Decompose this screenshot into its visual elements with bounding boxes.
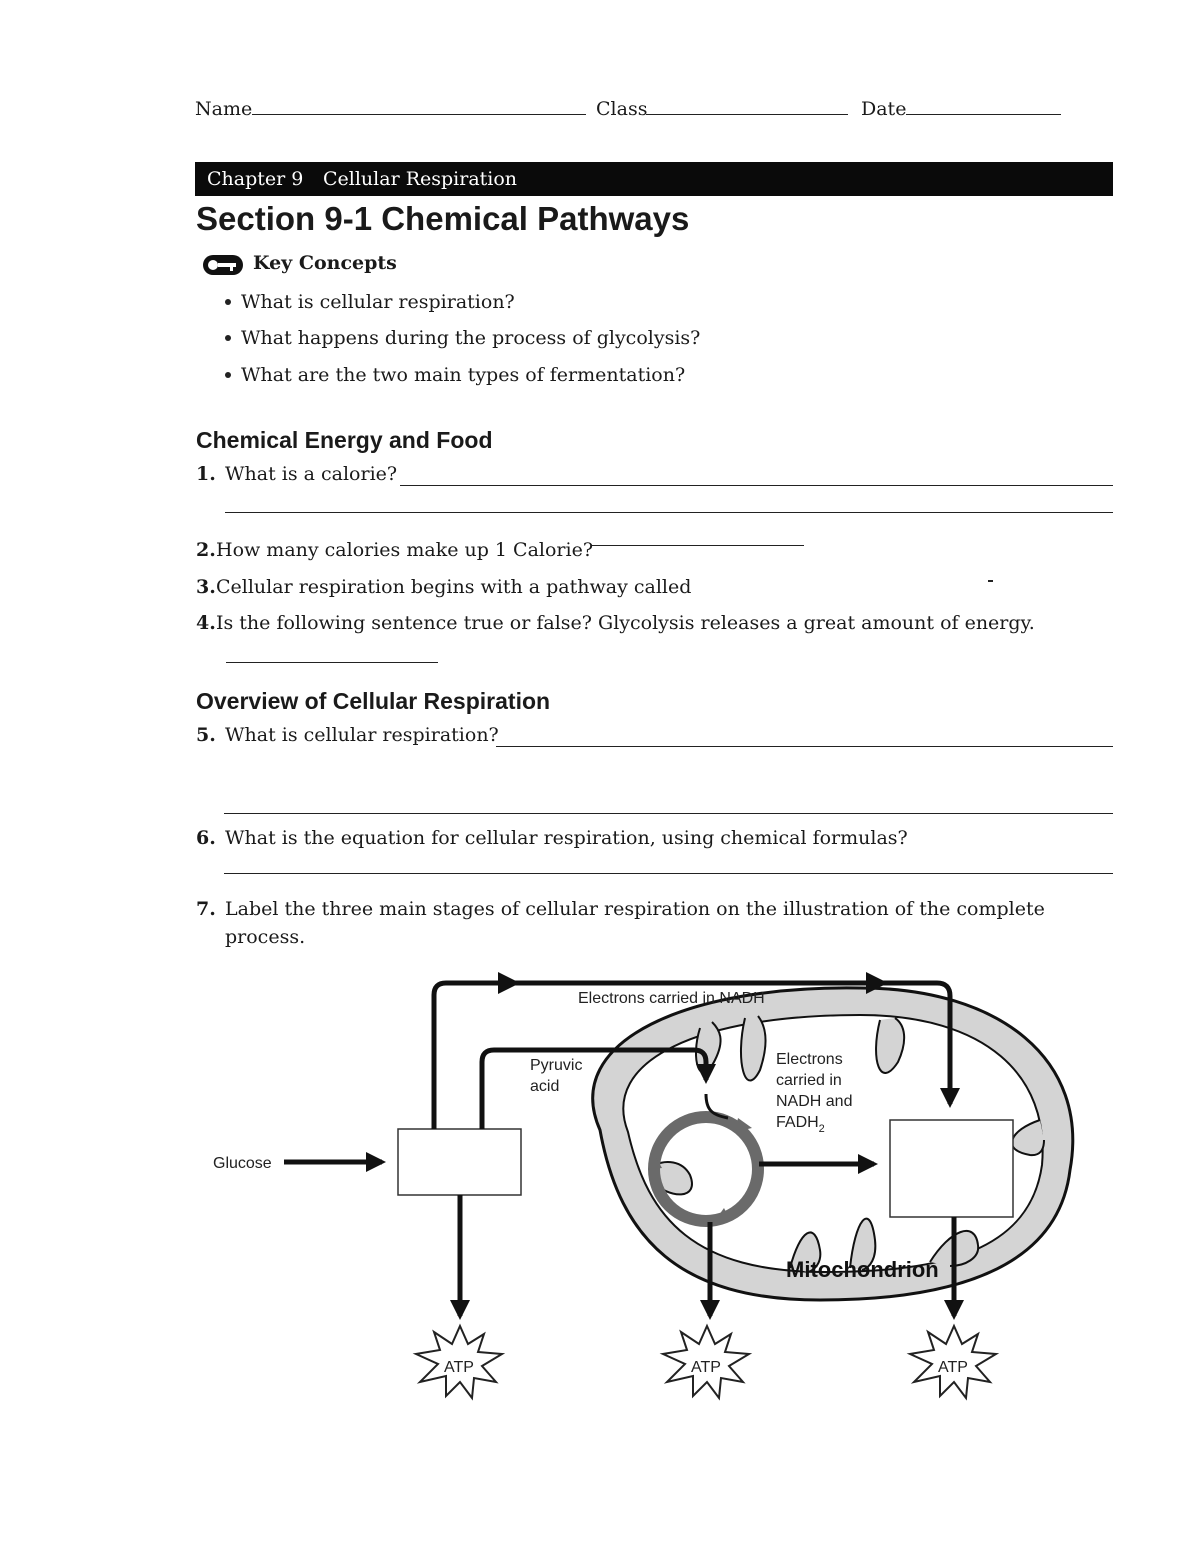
glycolysis-label-box[interactable] <box>398 1129 521 1195</box>
question-6-text: What is the equation for cellular respiration, using chemical formulas? <box>225 827 908 849</box>
pyruvic-acid-label: Pyruvic <box>530 1057 583 1074</box>
arrowhead-icon <box>498 972 520 994</box>
glucose-label: Glucose <box>213 1155 272 1172</box>
key-concept-item: What are the two main types of fermentation? <box>241 364 686 386</box>
electrons-nadh-fadh2-label: carried in <box>776 1072 842 1089</box>
section-heading: Overview of Cellular Respiration <box>196 688 551 714</box>
key-concepts-label: Key Concepts <box>253 252 397 274</box>
atp-label: ATP <box>691 1359 721 1376</box>
chapter-number: Chapter 9 <box>207 168 304 190</box>
question-number: 1. <box>196 463 216 485</box>
key-concept-item: What is cellular respiration? <box>241 291 515 313</box>
electrons-nadh-fadh2-label: Electrons <box>776 1051 843 1068</box>
mitochondrion-label: Mitochondrion <box>786 1257 939 1282</box>
question-4-text: Is the following sentence true or false? Glycolysis releases a great amount of energy. <box>216 612 1035 634</box>
atp-label: ATP <box>444 1359 474 1376</box>
question-number: 2. <box>196 539 216 561</box>
fadh-text: FADH <box>776 1114 819 1131</box>
page-title: Section 9-1 Chemical Pathways <box>196 200 690 237</box>
question-number: 4. <box>196 612 216 634</box>
atp-label: ATP <box>938 1359 968 1376</box>
question-number: 7. <box>196 898 216 920</box>
key-concept-item: What happens during the process of glycolysis? <box>241 327 701 349</box>
electrons-nadh-label: Electrons carried in NADH <box>578 990 765 1007</box>
pyruvic-acid-label: acid <box>530 1078 560 1095</box>
date-label: Date <box>861 98 907 120</box>
question-number: 5. <box>196 724 216 746</box>
chapter-title: Cellular Respiration <box>323 168 518 190</box>
class-label: Class <box>596 98 648 120</box>
question-1-text: What is a calorie? <box>225 463 398 485</box>
question-7-text: Label the three main stages of cellular respiration on the illustration of the complete <box>225 898 1045 920</box>
question-3-text: Cellular respiration begins with a pathway called <box>216 576 692 598</box>
question-number: 3. <box>196 576 216 598</box>
question-2-text: How many calories make up 1 Calorie? <box>216 539 594 561</box>
question-5-text: What is cellular respiration? <box>225 724 499 746</box>
electrons-nadh-fadh2-label: NADH and <box>776 1093 853 1110</box>
fadh-subscript: 2 <box>818 1123 825 1135</box>
electron-transport-label-box[interactable] <box>890 1120 1013 1217</box>
question-7-text-continued: process. <box>225 926 306 948</box>
name-label: Name <box>195 98 253 120</box>
section-heading: Chemical Energy and Food <box>196 427 493 453</box>
question-number: 6. <box>196 827 216 849</box>
